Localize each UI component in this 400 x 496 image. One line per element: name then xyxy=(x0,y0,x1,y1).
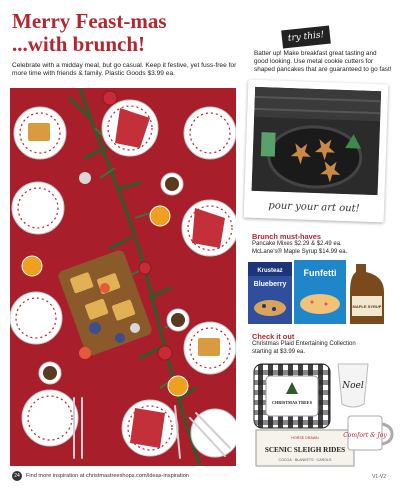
edition-code: V1-V2 xyxy=(372,474,386,480)
check-title: Check it out xyxy=(252,332,295,341)
footer-link[interactable]: Find more inspiration at christmastreeshops.com/ideas-inspiration xyxy=(26,473,189,479)
pancake-polaroid xyxy=(244,80,389,223)
plaid-collection: Christmas Plaid Entertaining Collection xyxy=(252,341,356,347)
tablescape-photo xyxy=(10,88,236,466)
brunch-title: Brunch must-haves xyxy=(252,232,321,241)
brunch-products xyxy=(248,258,392,328)
headline xyxy=(12,10,242,56)
syrup-price: McLane's® Maple Syrup $14.99 ea. xyxy=(252,248,348,255)
footer xyxy=(12,470,252,482)
brunch-text xyxy=(252,241,392,256)
tray-text: CHRISTMAS TREES xyxy=(271,400,313,405)
plaid-price: starting at $3.99 ea. xyxy=(252,348,306,355)
sign-top: HORSE DRAWN xyxy=(291,436,319,440)
sign-text: SCENIC SLEIGH RIDES xyxy=(264,446,346,454)
plaid-collection-products xyxy=(248,360,394,470)
intro-text: Celebrate with a midday meal, but go casual. Keep it festive, yet fuss-free for more time with friends & family. Plastic Goods $3.99 ea. xyxy=(12,62,237,78)
try-this-badge: try this! xyxy=(281,26,331,49)
sign-sub: COCOA · BLANKETS · CAROLS xyxy=(278,458,332,462)
mug-text: Comfort & Joy xyxy=(343,432,387,439)
brunch-products-illustration xyxy=(248,258,392,328)
headline-line-2: ...with brunch! xyxy=(12,32,146,56)
pancake-illustration xyxy=(252,87,382,195)
box1-name: Blueberry xyxy=(253,281,287,288)
check-text xyxy=(252,341,392,356)
glass-text: Noel xyxy=(342,381,364,391)
box1-brand: Krusteaz xyxy=(257,268,283,274)
jug-label: MAPLE SYRUP xyxy=(352,304,382,309)
try-this-text: Batter up! Make breakfast great tasting and good looking. Use metal cookie cutters for shaped pancakes that are guaranteed to go fast! xyxy=(254,50,392,73)
pancake-photo xyxy=(252,87,382,195)
plaid-illustration xyxy=(248,360,394,470)
tablescape-illustration xyxy=(10,88,236,466)
box2-name: Funfetti xyxy=(303,268,337,278)
page-number: 24 xyxy=(12,471,22,481)
pancake-price: Pancake Mixes $2.29 & $2.49 ea. xyxy=(252,241,342,247)
polaroid-caption: pour your art out! xyxy=(268,200,360,215)
headline-line-1: Merry Feast-mas xyxy=(12,9,167,33)
